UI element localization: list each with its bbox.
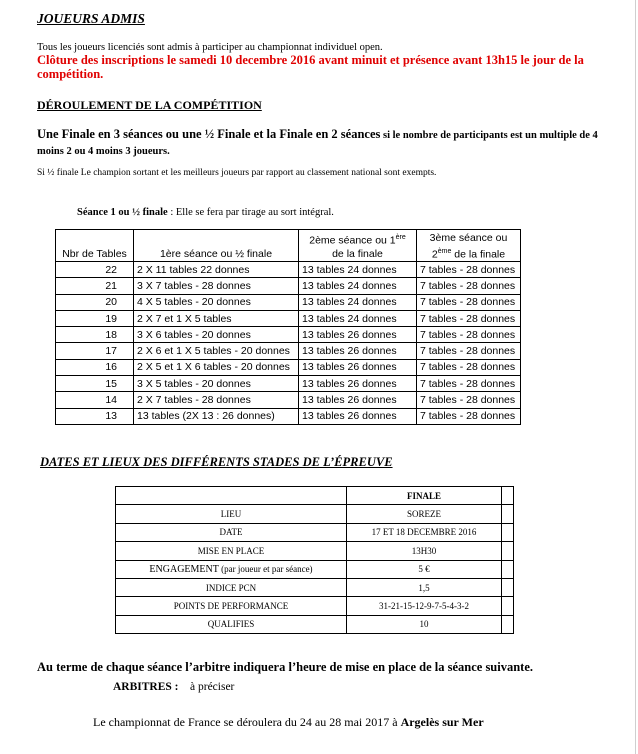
cell-seance-1: 3 X 6 tables - 20 donnes	[134, 327, 299, 343]
dates-row	[116, 523, 514, 541]
dates-value: SOREZE	[347, 505, 502, 523]
cell-seance-3: 7 tables - 28 donnes	[417, 359, 521, 375]
dates-spacer	[502, 505, 514, 523]
col-header-seance-1: 1ère séance ou ½ finale	[134, 230, 299, 262]
dates-value: 10	[347, 615, 502, 633]
cell-nbr-tables: 18	[56, 327, 134, 343]
dates-value: 31-21-15-12-9-7-5-4-3-2	[347, 597, 502, 615]
col-header-seance-2: 2ème séance ou 1ère de la finale	[299, 230, 417, 262]
cell-seance-3: 7 tables - 28 donnes	[417, 408, 521, 424]
cell-seance-3: 7 tables - 28 donnes	[417, 392, 521, 408]
dates-spacer	[502, 523, 514, 541]
page-edge	[635, 0, 636, 754]
cell-seance-3: 7 tables - 28 donnes	[417, 262, 521, 278]
seances-table	[55, 229, 521, 425]
championnat-text: Le championnat de France se déroulera du 24 au 28 mai 2017 à	[93, 715, 401, 729]
cell-seance-1: 2 X 7 tables - 28 donnes	[134, 392, 299, 408]
cell-seance-3: 7 tables - 28 donnes	[417, 278, 521, 294]
cell-seance-3: 7 tables - 28 donnes	[417, 343, 521, 359]
cell-seance-3: 7 tables - 28 donnes	[417, 327, 521, 343]
cell-seance-3: 7 tables - 28 donnes	[417, 310, 521, 326]
cell-nbr-tables: 21	[56, 278, 134, 294]
table-row	[56, 392, 521, 408]
dates-spacer	[502, 615, 514, 633]
table-row	[56, 327, 521, 343]
intro-text: Tous les joueurs licenciés sont admis à participer au championnat individuel open.	[37, 42, 383, 53]
dates-label: DATE	[116, 523, 347, 541]
table-row	[56, 343, 521, 359]
cell-nbr-tables: 13	[56, 408, 134, 424]
dates-row	[116, 560, 514, 578]
cell-seance-2: 13 tables 26 donnes	[299, 408, 417, 424]
table-row	[56, 262, 521, 278]
seance-time-note: Au terme de chaque séance l’arbitre indiquera l’heure de mise en place de la séance suivante.	[37, 660, 534, 674]
dates-label: POINTS DE PERFORMANCE	[116, 597, 347, 615]
dates-label: INDICE PCN	[116, 578, 347, 596]
table-row	[56, 359, 521, 375]
cell-nbr-tables: 14	[56, 392, 134, 408]
dates-value: 5 €	[347, 560, 502, 578]
dates-label: MISE EN PLACE	[116, 542, 347, 560]
cell-seance-1: 2 X 11 tables 22 donnes	[134, 262, 299, 278]
section-title-deroulement: DÉROULEMENT DE LA COMPÉTITION	[37, 98, 262, 112]
col-header-finale: FINALE	[347, 487, 502, 505]
cell-seance-1: 4 X 5 tables - 20 donnes	[134, 294, 299, 310]
cell-seance-2: 13 tables 26 donnes	[299, 327, 417, 343]
cell-nbr-tables: 20	[56, 294, 134, 310]
dates-label: QUALIFIES	[116, 615, 347, 633]
cell-seance-1: 3 X 5 tables - 20 donnes	[134, 376, 299, 392]
section-title-dates: DATES ET LIEUX DES DIFFÉRENTS STADES DE L’ÉPREUVE	[40, 455, 393, 469]
cell-seance-3: 7 tables - 28 donnes	[417, 294, 521, 310]
cell-seance-1: 2 X 5 et 1 X 6 tables - 20 donnes	[134, 359, 299, 375]
seance-text: : Elle se fera par tirage au sort intégral.	[167, 207, 334, 218]
finale-bold: Une Finale en 3 séances ou une ½ Finale et la Finale en 2 séances	[37, 127, 381, 141]
cell-nbr-tables: 16	[56, 359, 134, 375]
section-title-joueurs-admis: JOUEURS ADMIS	[37, 11, 145, 26]
dates-header-row	[116, 487, 514, 505]
cell-nbr-tables: 17	[56, 343, 134, 359]
dates-row	[116, 542, 514, 560]
cell-seance-2: 13 tables 26 donnes	[299, 392, 417, 408]
dates-label: LIEU	[116, 505, 347, 523]
dates-value: 13H30	[347, 542, 502, 560]
dates-spacer	[502, 578, 514, 596]
cell-seance-2: 13 tables 26 donnes	[299, 359, 417, 375]
closing-notice: Clôture des inscriptions le samedi 10 decembre 2016 avant minuit et présence avant 13h15 le jour de la compétition.	[37, 53, 584, 81]
dates-row	[116, 505, 514, 523]
dates-spacer	[502, 560, 514, 578]
cell-seance-1: 3 X 7 tables - 28 donnes	[134, 278, 299, 294]
cell-seance-2: 13 tables 24 donnes	[299, 262, 417, 278]
cell-nbr-tables: 22	[56, 262, 134, 278]
col-header-seance-3: 3ème séance ou 2ème de la finale	[417, 230, 521, 262]
arbitres-label: ARBITRES :	[113, 681, 179, 693]
table-row	[56, 408, 521, 424]
cell-seance-3: 7 tables - 28 donnes	[417, 376, 521, 392]
table-header-row	[56, 230, 521, 262]
dates-label: ENGAGEMENT (par joueur et par séance)	[116, 560, 347, 578]
seance-note	[77, 207, 334, 218]
championnat-note	[93, 715, 484, 730]
arbitres-line	[113, 681, 234, 693]
dates-spacer	[502, 487, 514, 505]
dates-row	[116, 597, 514, 615]
dates-spacer	[502, 597, 514, 615]
table-row	[56, 278, 521, 294]
dates-spacer	[502, 542, 514, 560]
cell-nbr-tables: 19	[56, 310, 134, 326]
dates-table	[115, 486, 514, 634]
dates-corner	[116, 487, 347, 505]
dates-value: 17 ET 18 DECEMBRE 2016	[347, 523, 502, 541]
dates-row	[116, 578, 514, 596]
cell-seance-2: 13 tables 24 donnes	[299, 310, 417, 326]
cell-seance-2: 13 tables 26 donnes	[299, 343, 417, 359]
col-header-nbr-tables: Nbr de Tables	[56, 230, 134, 262]
dates-row	[116, 615, 514, 633]
dates-value: 1,5	[347, 578, 502, 596]
championnat-place: Argelès sur Mer	[400, 715, 484, 729]
cell-seance-1: 2 X 7 et 1 X 5 tables	[134, 310, 299, 326]
cell-seance-1: 2 X 6 et 1 X 5 tables - 20 donnes	[134, 343, 299, 359]
finale-condition: si le nombre de participants est un multiple de 4 moins 2 ou 4 moins 3 joueurs.	[37, 130, 598, 157]
arbitres-value: à préciser	[178, 681, 235, 693]
cell-nbr-tables: 15	[56, 376, 134, 392]
cell-seance-1: 13 tables (2X 13 : 26 donnes)	[134, 408, 299, 424]
table-row	[56, 376, 521, 392]
finale-description	[37, 127, 617, 159]
seance-label: Séance 1 ou ½ finale	[77, 207, 168, 218]
demi-finale-note: Si ½ finale Le champion sortant et les meilleurs joueurs par rapport au classement national sont exempts.	[37, 168, 437, 178]
table-row	[56, 294, 521, 310]
table-row	[56, 310, 521, 326]
cell-seance-2: 13 tables 24 donnes	[299, 294, 417, 310]
cell-seance-2: 13 tables 26 donnes	[299, 376, 417, 392]
cell-seance-2: 13 tables 24 donnes	[299, 278, 417, 294]
